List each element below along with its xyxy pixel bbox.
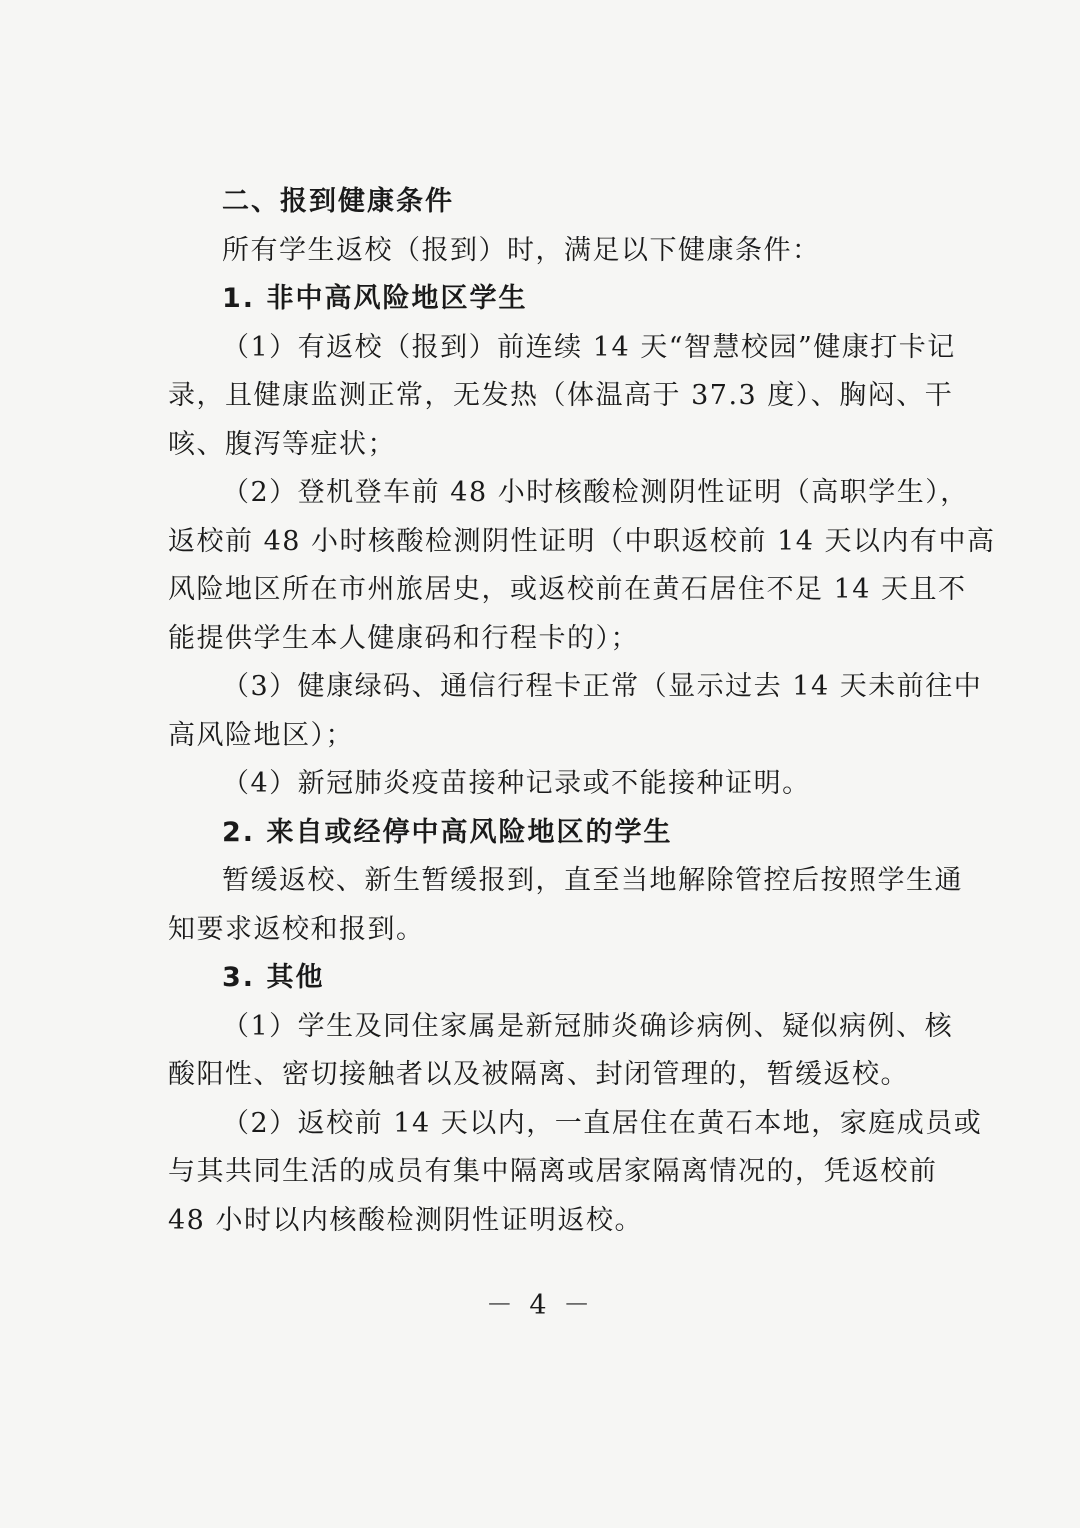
other-1-line: （1）学生及同住家属是新冠肺炎确诊病例、疑似病例、核 [222, 1010, 954, 1042]
other-2-line: （2）返校前 14 天以内，一直居住在黄石本地，家庭成员或 [222, 1107, 983, 1139]
other-2-line: 与其共同生活的成员有集中隔离或居家隔离情况的，凭返校前 [168, 1156, 938, 1187]
other-2-line: 48 小时以内核酸检测阴性证明返校。 [168, 1204, 643, 1236]
item-3-line: （3）健康绿码、通信行程卡正常（显示过去 14 天未前往中 [222, 671, 983, 702]
other-1-line: 酸阳性、密切接触者以及被隔离、封闭管理的，暂缓返校。 [168, 1059, 909, 1090]
subsection-2-line: 暂缓返校、新生暂缓报到，直至当地解除管控后按照学生通 [222, 865, 963, 896]
item-2-line: （2）登机登车前 48 小时核酸检测阴性证明（高职学生）， [222, 477, 969, 508]
subsection-title-3: 3. 其他 [222, 962, 325, 993]
intro-paragraph: 所有学生返校（报到）时，满足以下健康条件： [222, 234, 821, 266]
item-4-line: （4）新冠肺炎疫苗接种记录或不能接种证明。 [222, 768, 811, 799]
section-title: 二、报到健康条件 [222, 186, 454, 217]
item-2-line: 返校前 48 小时核酸检测阴性证明（中职返校前 14 天以内有中高 [168, 525, 996, 557]
item-1-line: 录，且健康监测正常，无发热（体温高于 37.3 度）、胸闷、干 [168, 380, 954, 411]
subsection-title-2: 2. 来自或经停中高风险地区的学生 [222, 816, 673, 848]
item-2-line: 能提供学生本人健康码和行程卡的）； [168, 622, 639, 654]
item-1-line: 咳、腹泻等症状； [168, 428, 396, 460]
subsection-2-line: 知要求返校和报到。 [168, 913, 425, 945]
subsection-title-1: 1. 非中高风险地区学生 [222, 283, 528, 314]
document-body [168, 178, 996, 1245]
item-2-line: 风险地区所在市州旅居史，或返校前在黄石居住不足 14 天且不 [168, 574, 967, 605]
page-number: － 4 － [485, 1290, 595, 1321]
item-1-line: （1）有返校（报到）前连续 14 天“智慧校园”健康打卡记 [222, 331, 956, 363]
item-3-line: 高风险地区）； [168, 719, 354, 751]
